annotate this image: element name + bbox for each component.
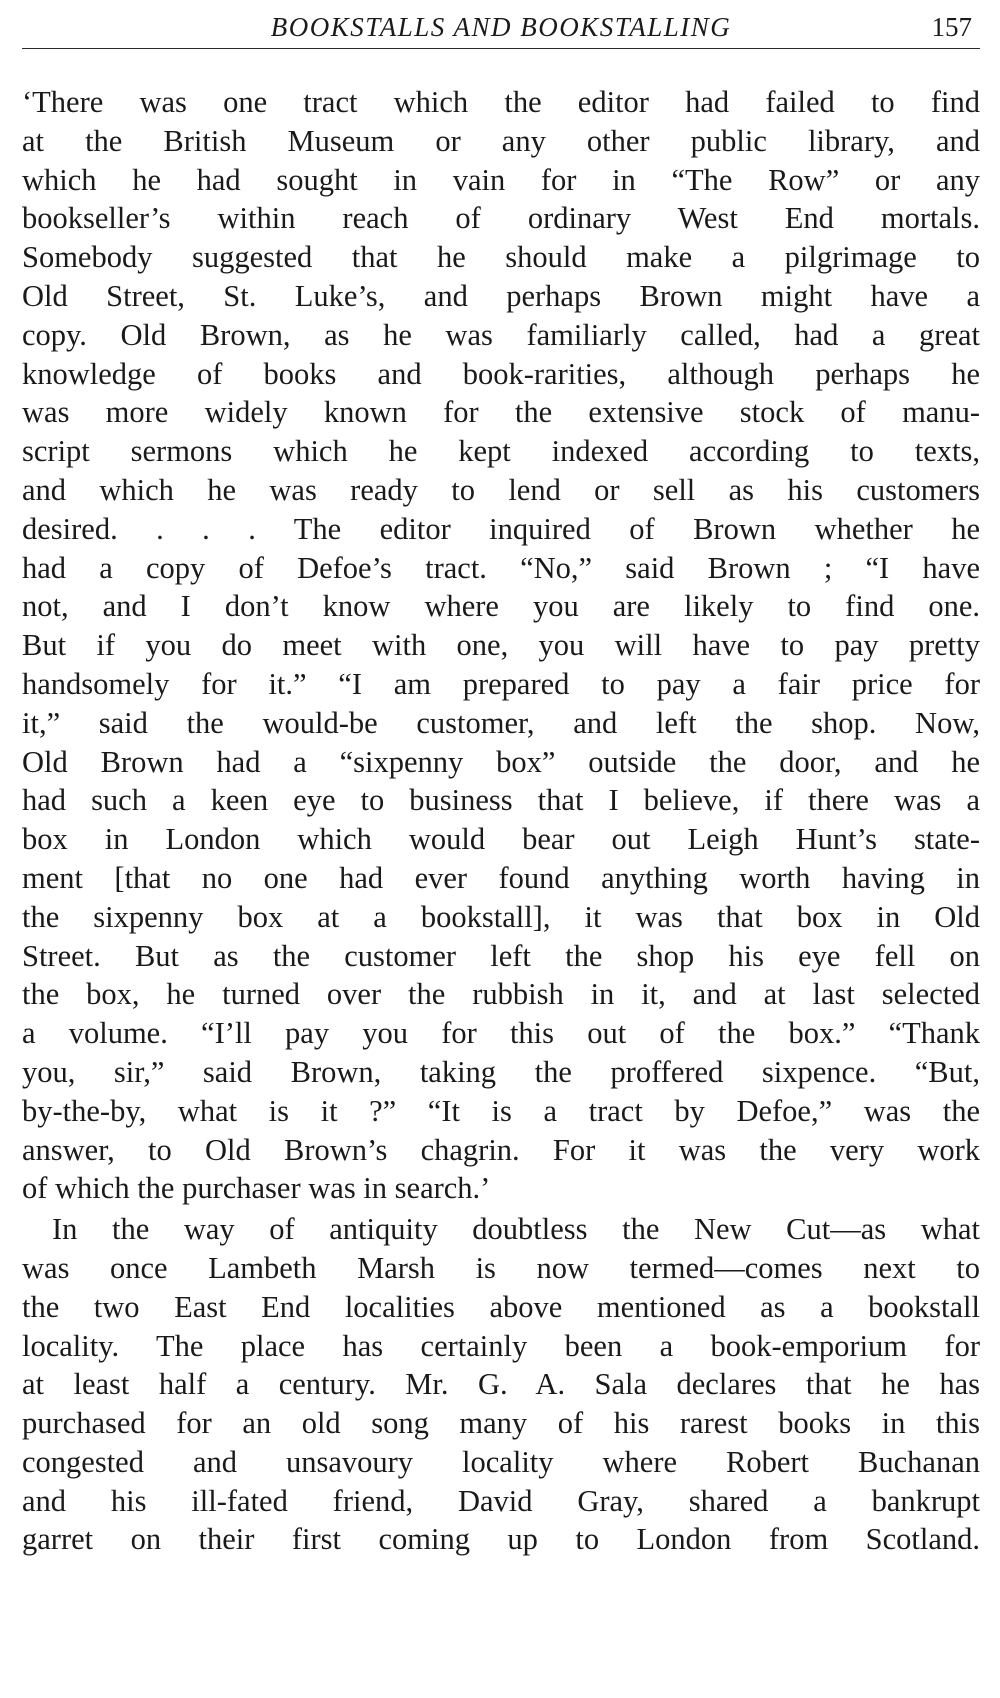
text-line: had a copy of Defoe’s tract. “No,” said Brown ; “I have bbox=[22, 550, 980, 585]
text-line: answer, to Old Brown’s chagrin. For it was the very work bbox=[22, 1132, 980, 1167]
text-line: In the way of antiquity doubtless the New Cut—as what bbox=[52, 1212, 980, 1247]
text-line: the box, he turned over the rubbish in it, and at last selected bbox=[22, 977, 980, 1012]
page-number: 157 bbox=[931, 12, 972, 42]
text-line: the two East End localities above mentioned as a bookstall bbox=[22, 1289, 980, 1324]
text-line: desired. . . . The editor inquired of Brown whether he bbox=[22, 511, 980, 546]
text-line: locality. The place has certainly been a book-emporium for bbox=[22, 1328, 980, 1363]
text-line: knowledge of books and book-rarities, although perhaps he bbox=[22, 356, 980, 391]
text-line: Old Brown had a “sixpenny box” outside the door, and he bbox=[22, 744, 980, 779]
text-line: at least half a century. Mr. G. A. Sala declares that he has bbox=[22, 1367, 980, 1402]
text-line: ‘There was one tract which the editor had failed to find bbox=[22, 85, 980, 119]
body-text bbox=[22, 83, 980, 1559]
text-line: garret on their first coming up to London from Scotland. bbox=[22, 1522, 980, 1557]
text-line: handsomely for it.” “I am prepared to pay a fair price for bbox=[22, 666, 980, 701]
text-line: it,” said the would-be customer, and left the shop. Now, bbox=[22, 705, 980, 740]
text-line: script sermons which he kept indexed according to texts, bbox=[22, 434, 980, 469]
paragraph-quoted-anecdote bbox=[22, 83, 980, 1208]
text-line: which he had sought in vain for in “The Row” or any bbox=[22, 162, 980, 197]
text-line: had such a keen eye to business that I believe, if there was a bbox=[22, 783, 980, 818]
running-head bbox=[22, 8, 980, 49]
text-line: the sixpenny box at a bookstall], it was that box in Old bbox=[22, 899, 980, 934]
text-line: congested and unsavoury locality where Robert Buchanan bbox=[22, 1444, 980, 1479]
text-line: bookseller’s within reach of ordinary West End mortals. bbox=[22, 201, 980, 236]
paragraph-new-cut bbox=[22, 1210, 980, 1559]
text-line: But if you do meet with one, you will have to pay pretty bbox=[22, 628, 980, 663]
running-title: BOOKSTALLS AND BOOKSTALLING bbox=[270, 12, 732, 42]
text-line: Street. But as the customer left the shop his eye fell on bbox=[22, 938, 980, 973]
text-line: you, sir,” said Brown, taking the proffered sixpence. “But, bbox=[22, 1054, 980, 1089]
text-line: was once Lambeth Marsh is now termed—comes next to bbox=[22, 1250, 980, 1285]
text-line: ment [that no one had ever found anything worth having in bbox=[22, 860, 980, 895]
text-line: at the British Museum or any other public library, and bbox=[22, 123, 980, 158]
text-line: and which he was ready to lend or sell as his customers bbox=[22, 472, 980, 507]
text-line: not, and I don’t know where you are likely to find one. bbox=[22, 589, 980, 624]
book-page bbox=[22, 8, 980, 1688]
text-line: copy. Old Brown, as he was familiarly called, had a great bbox=[22, 317, 980, 352]
text-line: by-the-by, what is it ?” “It is a tract by Defoe,” was the bbox=[22, 1093, 980, 1128]
text-line: of which the purchaser was in search.’ bbox=[22, 1171, 491, 1206]
text-line: was more widely known for the extensive stock of manu- bbox=[22, 395, 980, 430]
text-line: a volume. “I’ll pay you for this out of the box.” “Thank bbox=[22, 1016, 980, 1051]
text-line: Old Street, St. Luke’s, and perhaps Brown might have a bbox=[22, 278, 980, 313]
text-line: Somebody suggested that he should make a pilgrimage to bbox=[22, 240, 980, 275]
text-line: box in London which would bear out Leigh Hunt’s state- bbox=[22, 822, 980, 857]
text-line: purchased for an old song many of his rarest books in this bbox=[22, 1406, 980, 1441]
text-line: and his ill-fated friend, David Gray, shared a bankrupt bbox=[22, 1483, 980, 1518]
